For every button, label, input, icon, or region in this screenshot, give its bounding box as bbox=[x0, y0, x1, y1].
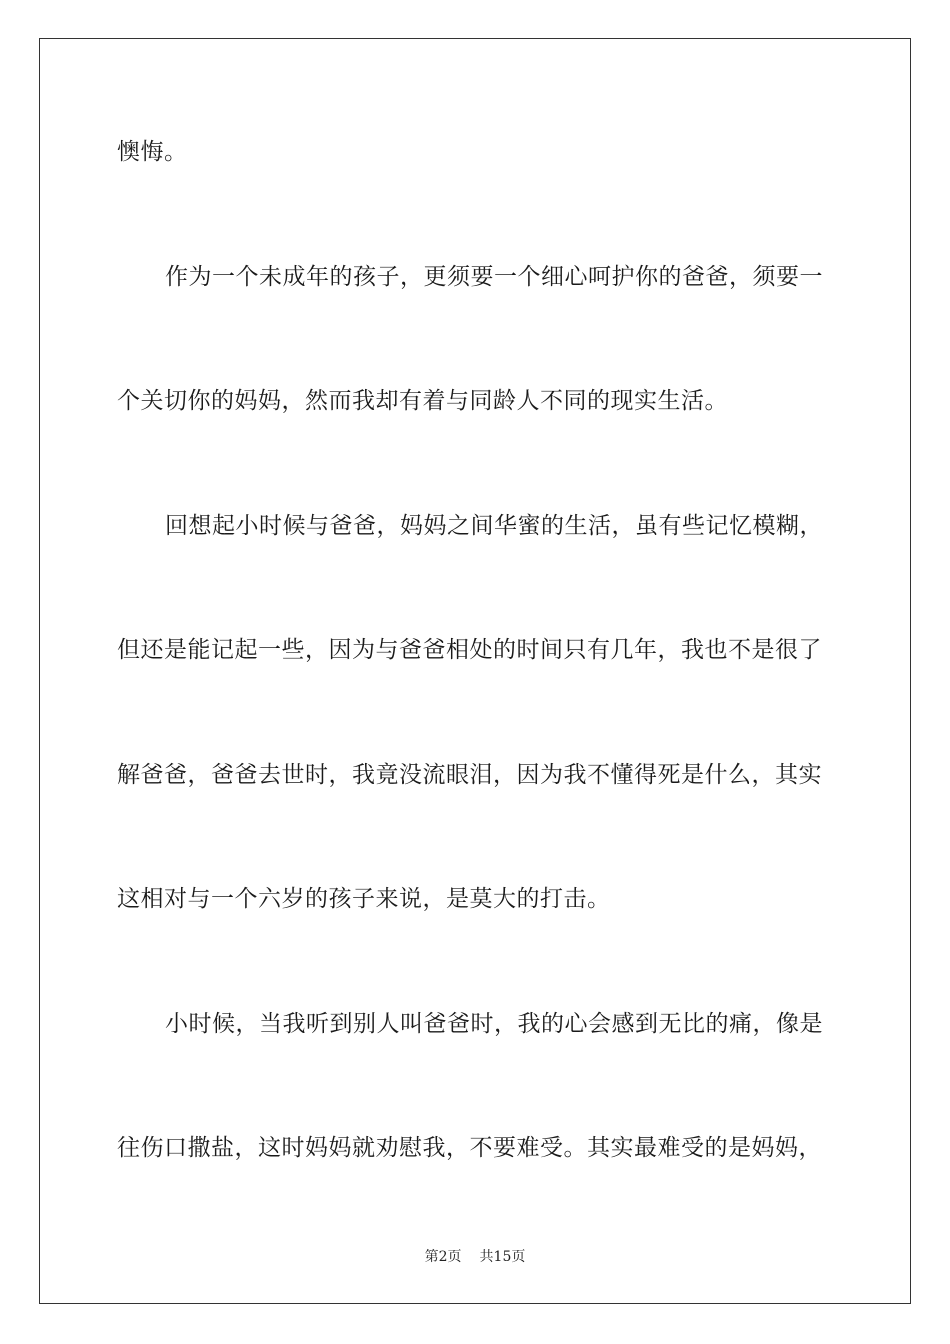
page-footer bbox=[0, 1247, 950, 1267]
paragraph-1-line-1: 作为一个未成年的孩子，更须要一个细心呵护你的爸爸，须要一 bbox=[165, 264, 823, 290]
page-number: 第2页 bbox=[424, 1249, 462, 1265]
paragraph-3-line-1: 小时候，当我听到别人叫爸爸时，我的心会感到无比的痛，像是 bbox=[165, 1011, 823, 1037]
paragraph-2-line-2: 但还是能记起一些，因为与爸爸相处的时间只有几年，我也不是很了 bbox=[117, 637, 822, 663]
paragraph-2-line-4: 这相对与一个六岁的孩子来说，是莫大的打击。 bbox=[117, 886, 611, 912]
text-line-1: 懊悔。 bbox=[117, 139, 188, 165]
paragraph-3-line-2: 往伤口撒盐，这时妈妈就劝慰我，不要难受。其实最难受的是妈妈， bbox=[117, 1135, 822, 1161]
paragraph-2-line-1: 回想起小时候与爸爸，妈妈之间华蜜的生活，虽有些记忆模糊， bbox=[165, 513, 823, 539]
total-pages: 共15页 bbox=[479, 1249, 526, 1265]
page-border bbox=[39, 38, 911, 1304]
paragraph-1-line-2: 个关切你的妈妈，然而我却有着与同龄人不同的现实生活。 bbox=[117, 388, 728, 414]
paragraph-2-line-3: 解爸爸，爸爸去世时，我竟没流眼泪，因为我不懂得死是什么，其实 bbox=[117, 762, 822, 788]
